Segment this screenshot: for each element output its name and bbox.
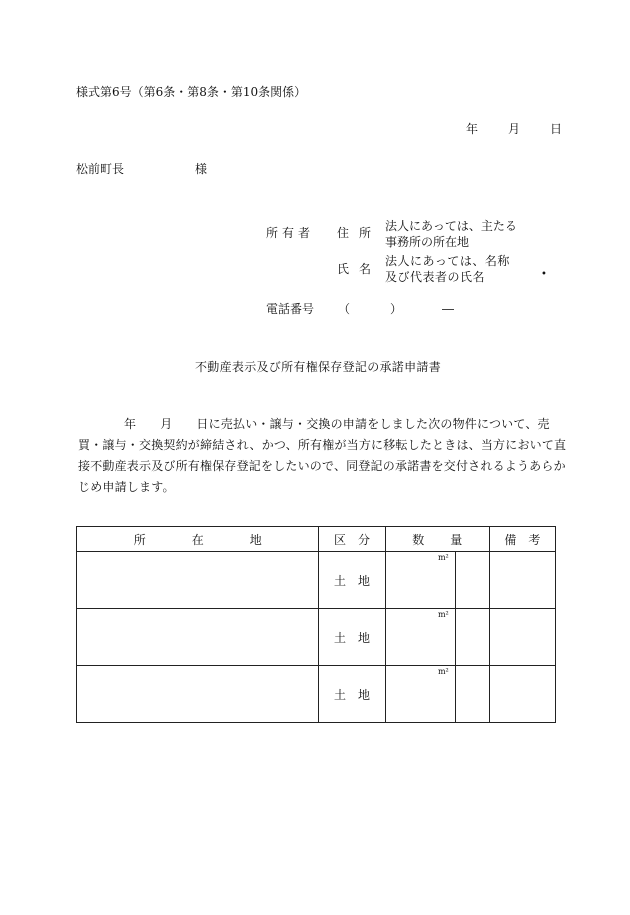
quantity-cell[interactable] bbox=[385, 552, 455, 609]
category-cell: 土地 bbox=[319, 666, 385, 723]
category-cell: 土地 bbox=[319, 552, 385, 609]
body-text bbox=[78, 414, 567, 498]
addressee-name: 松前町長 bbox=[76, 162, 125, 176]
date-day: 日 bbox=[550, 122, 563, 136]
table-row bbox=[77, 552, 556, 609]
phone-dash: ― bbox=[442, 302, 454, 316]
name-note-line1: 法人にあっては、名称 bbox=[385, 254, 510, 268]
quantity-decimal-cell[interactable] bbox=[455, 666, 489, 723]
body-line-2: 買・譲与・交換契約が締結され、かつ、所有権が当方に移転したときは、当方において直 bbox=[78, 438, 567, 452]
quantity-decimal-cell[interactable] bbox=[455, 609, 489, 666]
body-line-4: じめ申請します。 bbox=[78, 480, 175, 494]
remarks-cell[interactable] bbox=[489, 609, 555, 666]
header-remarks: 備考 bbox=[489, 527, 555, 552]
name-note-line2: 及び代表者の氏名 bbox=[385, 270, 486, 284]
unit-label: m² bbox=[437, 667, 449, 676]
addressee-honorific: 様 bbox=[195, 162, 208, 176]
body-line-3: 接不動産表示及び所有権保存登記をしたいので、同登記の承諾書を交付されるようあらか bbox=[78, 459, 566, 473]
date-month: 月 bbox=[508, 122, 521, 136]
seal-mark: • bbox=[541, 269, 547, 280]
body-month: 月 bbox=[160, 417, 173, 431]
body-line-1-rest: 日に売払い・譲与・交換の申請をしました次の物件について、売 bbox=[196, 417, 550, 431]
form-number: 様式第6号（第6条・第8条・第10条関係） bbox=[76, 85, 307, 99]
address-note-line1: 法人にあっては、主たる bbox=[385, 219, 517, 233]
phone-label: 電話番号 bbox=[266, 302, 315, 316]
location-cell[interactable] bbox=[77, 552, 319, 609]
table-row bbox=[77, 666, 556, 723]
category-cell: 土地 bbox=[319, 609, 385, 666]
address-note bbox=[385, 218, 517, 250]
document-title: 不動産表示及び所有権保存登記の承諾申請書 bbox=[195, 360, 442, 374]
addressee bbox=[76, 162, 208, 177]
phone-open-paren: （ bbox=[338, 302, 351, 316]
date-line bbox=[466, 122, 562, 137]
name-label: 氏名 bbox=[337, 262, 382, 276]
quantity-decimal-cell[interactable] bbox=[455, 552, 489, 609]
location-cell[interactable] bbox=[77, 666, 319, 723]
quantity-cell[interactable] bbox=[385, 609, 455, 666]
body-line-1 bbox=[78, 414, 554, 435]
body-year: 年 bbox=[124, 417, 137, 431]
header-location: 所在地 bbox=[77, 527, 319, 552]
header-category: 区分 bbox=[319, 527, 385, 552]
table-header-row bbox=[77, 527, 556, 552]
remarks-cell[interactable] bbox=[489, 552, 555, 609]
quantity-cell[interactable] bbox=[385, 666, 455, 723]
header-quantity: 数量 bbox=[385, 527, 489, 552]
address-note-line2: 事務所の所在地 bbox=[385, 235, 470, 249]
address-label: 住所 bbox=[337, 226, 382, 240]
date-year: 年 bbox=[466, 122, 479, 136]
parcel-table bbox=[76, 526, 556, 723]
remarks-cell[interactable] bbox=[489, 666, 555, 723]
unit-label: m² bbox=[437, 553, 449, 562]
phone-close-paren: ） bbox=[390, 302, 403, 316]
location-cell[interactable] bbox=[77, 609, 319, 666]
unit-label: m² bbox=[437, 610, 449, 619]
table-row bbox=[77, 609, 556, 666]
owner-label: 所有者 bbox=[266, 226, 315, 240]
name-note bbox=[385, 253, 510, 285]
